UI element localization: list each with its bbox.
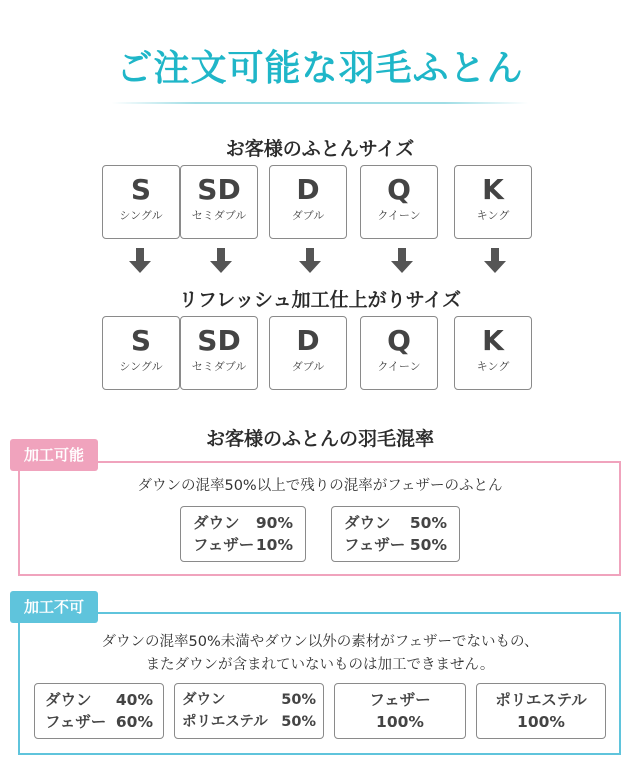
size-name: クイーン [377,209,421,222]
arrow-down-icon [483,248,507,274]
size-code: Q [387,324,411,357]
arrow-down-icon [298,248,322,274]
size-code: SD [197,173,241,206]
ratio-box [34,683,164,739]
arrow-down-icon [128,248,152,274]
size-name: セミダブル [191,209,247,222]
size-name: クイーン [377,360,421,373]
size-code: D [296,173,320,206]
size-code: Q [387,173,411,206]
ratio-value: 60% [115,713,153,731]
ratio-box [174,683,324,739]
ratio-label: ポリエステル [495,691,587,709]
ratio-box [331,506,460,562]
ratio-label: フェザー [193,536,255,554]
refresh-size-q [360,316,438,390]
customer-size-sd [180,165,258,239]
ratio-label: フェザー [45,713,107,731]
ratio-value: 100% [517,713,565,731]
size-name: シングル [119,209,163,222]
refresh-size-s [102,316,180,390]
size-code: S [130,173,152,206]
refresh-size-k [454,316,532,390]
customer-size-s [102,165,180,239]
ratio-label: フェザー [369,691,431,709]
size-code: K [482,173,504,206]
size-name: セミダブル [191,360,247,373]
arrow-down-icon [390,248,414,274]
not-processable-tag: 加工不可 [10,591,98,623]
size-code: S [130,324,152,357]
ratio-value: 40% [115,691,153,709]
ratio-value: 50% [409,536,447,554]
ratio-value: 50% [409,514,447,532]
size-name: ダブル [291,209,325,222]
not-processable-description-line1: ダウンの混率50%未満やダウン以外の素材がフェザーでないもの、 [101,634,539,650]
size-name: キング [476,360,510,373]
page-title: ご注文可能な羽毛ふとん [116,48,524,89]
ratio-value: 10% [255,536,293,554]
arrow-down-icon [209,248,233,274]
ratio-label: フェザー [344,536,406,554]
ratio-value: 50% [281,714,316,730]
ratio-value: 100% [376,713,424,731]
ratio-box [334,683,466,739]
refresh-size-heading: リフレッシュ加工仕上がりサイズ [178,289,462,311]
size-code: K [482,324,504,357]
size-code: SD [197,324,241,357]
customer-size-k [454,165,532,239]
size-name: キング [476,209,510,222]
customer-size-heading: お客様のふとんサイズ [225,138,415,160]
customer-size-q [360,165,438,239]
processable-tag: 加工可能 [10,439,98,471]
processable-description: ダウンの混率50%以上で残りの混率がフェザーのふとん [137,478,503,494]
not-processable-description-line2: またダウンが含まれていないものは加工できません。 [145,657,495,673]
size-name: シングル [119,360,163,373]
size-name: ダブル [291,360,325,373]
ratio-label: ポリエステル [182,714,268,730]
ratio-label: ダウン [193,514,240,532]
ratio-value: 50% [281,692,316,708]
blend-heading: お客様のふとんの羽毛混率 [205,428,434,450]
title-underline [112,102,528,104]
ratio-box [476,683,606,739]
ratio-box [180,506,306,562]
ratio-label: ダウン [182,692,226,708]
ratio-value: 90% [255,514,293,532]
refresh-size-sd [180,316,258,390]
ratio-label: ダウン [344,514,391,532]
size-code: D [296,324,320,357]
customer-size-d [269,165,347,239]
ratio-label: ダウン [45,691,92,709]
refresh-size-d [269,316,347,390]
